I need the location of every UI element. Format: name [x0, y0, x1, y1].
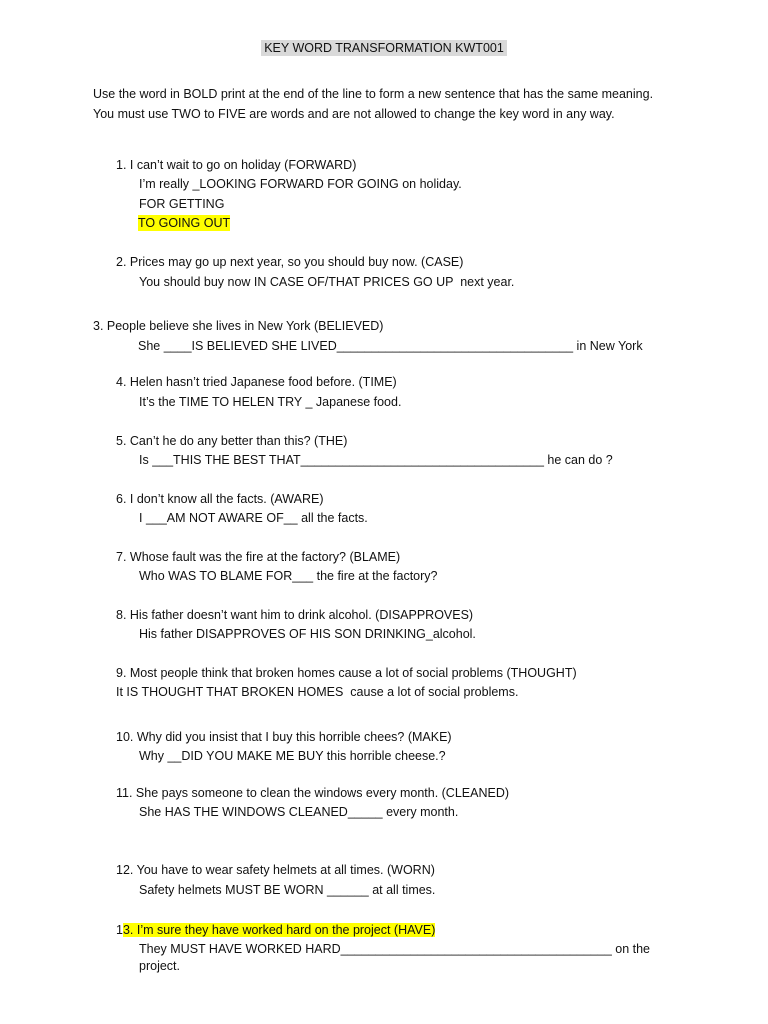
question-11: 11. She pays someone to clean the windows every month. (CLEANED) — [116, 786, 510, 800]
answer-6: I ___AM NOT AWARE OF__ all the facts. — [139, 511, 368, 525]
question-10: 10. Why did you insist that I buy this horrible chees? (MAKE) — [116, 730, 452, 744]
answer-12: Safety helmets MUST BE WORN ______ at all times. — [139, 883, 436, 897]
answer-8: His father DISAPPROVES OF HIS SON DRINKING_alcohol. — [139, 627, 476, 641]
title-container — [0, 40, 768, 56]
question-7: 7. Whose fault was the fire at the factory? (BLAME) — [116, 550, 401, 564]
answer-9: It IS THOUGHT THAT BROKEN HOMES cause a lot of social problems. — [116, 685, 519, 699]
question-3: 3. People believe she lives in New York (BELIEVED) — [93, 319, 384, 333]
answer-3: She ____IS BELIEVED SHE LIVED__________________________________ in New York — [138, 339, 643, 353]
instructions: Use the word in BOLD print at the end of the line to form a new sentence that has the same meaning. You must use TWO to FIVE are words and are not allowed to change the key word in any way. — [93, 87, 654, 121]
question-9: 9. Most people think that broken homes cause a lot of social problems (THOUGHT) — [116, 666, 577, 680]
answer-1: I’m really _LOOKING FORWARD FOR GOING on holiday. — [139, 177, 462, 191]
question-2: 2. Prices may go up next year, so you should buy now. (CASE) — [116, 255, 464, 269]
answer-1-alt: FOR GETTING — [139, 197, 225, 211]
question-12: 12. You have to wear safety helmets at all times. (WORN) — [116, 863, 435, 877]
answer-2: You should buy now IN CASE OF/THAT PRICES GO UP next year. — [139, 275, 515, 289]
question-5: 5. Can’t he do any better than this? (THE) — [116, 434, 348, 448]
question-13-number-prefix: 1 — [116, 923, 123, 937]
worksheet-title: KEY WORD TRANSFORMATION KWT001 — [261, 40, 507, 56]
question-13-highlight: 3. I’m sure they have worked hard on the project (HAVE) — [122, 923, 436, 937]
answer-1-highlight: TO GOING OUT — [138, 216, 231, 230]
question-13 — [116, 922, 435, 938]
answer-7: Who WAS TO BLAME FOR___ the fire at the factory? — [139, 569, 438, 583]
answer-4: It’s the TIME TO HELEN TRY _ Japanese food. — [139, 395, 402, 409]
answer-13-cont: project. — [139, 959, 180, 973]
answer-10: Why __DID YOU MAKE ME BUY this horrible cheese.? — [139, 749, 446, 763]
answer-13: They MUST HAVE WORKED HARD_______________________________________ on the — [139, 942, 650, 956]
question-8: 8. His father doesn’t want him to drink alcohol. (DISAPPROVES) — [116, 608, 474, 622]
question-4: 4. Helen hasn’t tried Japanese food before. (TIME) — [116, 375, 397, 389]
question-6: 6. I don’t know all the facts. (AWARE) — [116, 492, 324, 506]
question-1: 1. I can’t wait to go on holiday (FORWARD) — [116, 158, 357, 172]
answer-11: She HAS THE WINDOWS CLEANED_____ every month. — [139, 805, 459, 819]
answer-5: Is ___THIS THE BEST THAT___________________________________ he can do ? — [139, 453, 613, 467]
